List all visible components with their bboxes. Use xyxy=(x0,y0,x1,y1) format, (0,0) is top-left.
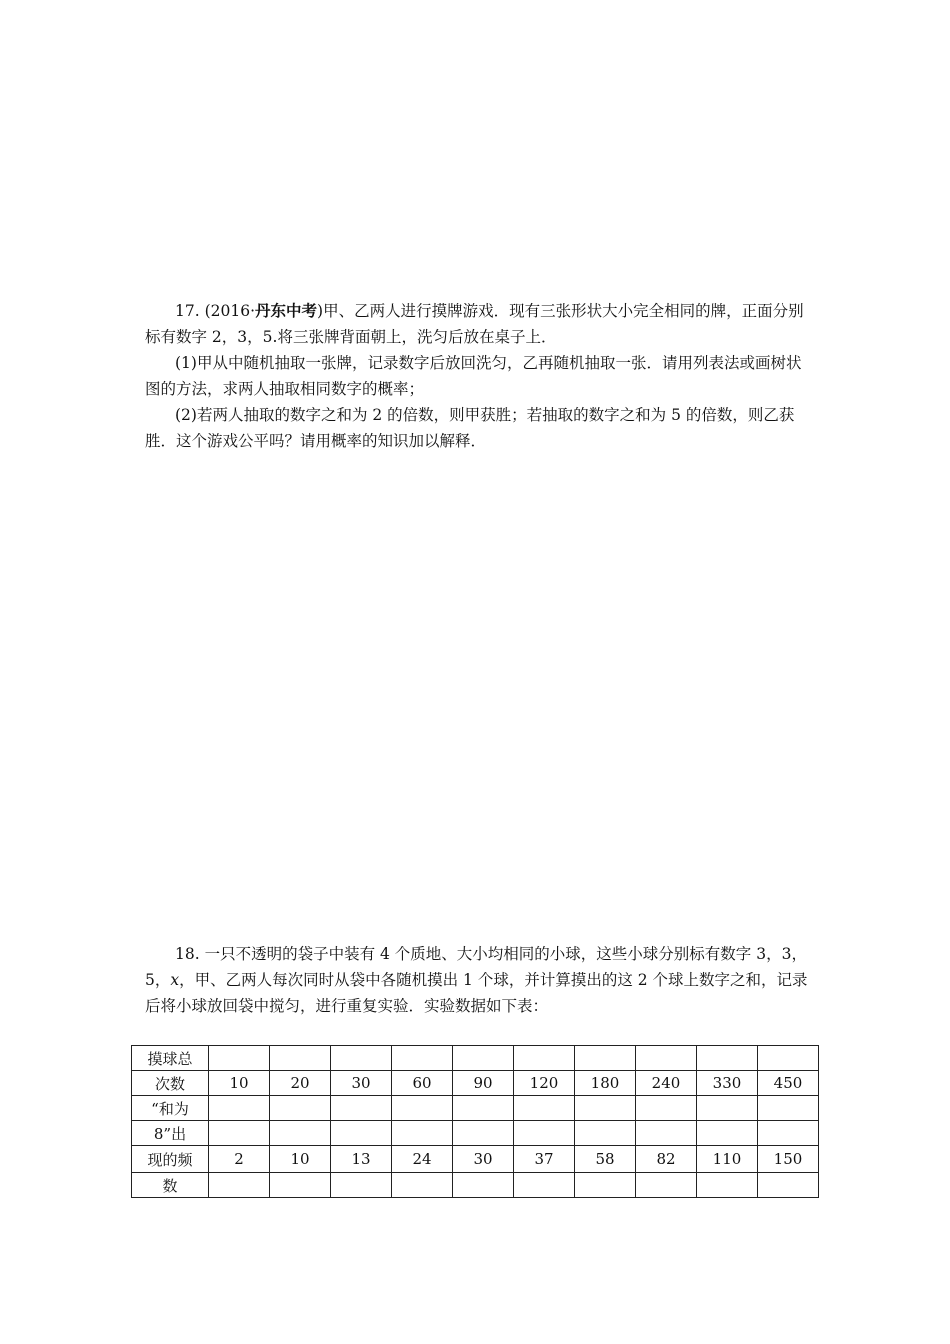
table-cell xyxy=(270,1121,331,1146)
table-cell xyxy=(514,1121,575,1146)
table-cell: 180 xyxy=(575,1071,636,1096)
table-cell xyxy=(453,1096,514,1121)
table-cell xyxy=(575,1121,636,1146)
table-cell xyxy=(636,1121,697,1146)
table-cell xyxy=(636,1096,697,1121)
table-cell: 13 xyxy=(331,1146,392,1173)
table-cell xyxy=(697,1046,758,1071)
table-row xyxy=(132,1096,819,1121)
table-cell xyxy=(270,1046,331,1071)
table-cell xyxy=(392,1096,453,1121)
table-cell xyxy=(392,1046,453,1071)
question-18-stem-part-2: ，甲、乙两人每次同时从袋中各随机摸出 1 个球，并计算摸出的这 2 个球上数字之和，记录后将小球放回袋中搅匀，进行重复实验．实验数据如下表： xyxy=(145,971,808,1015)
table-row xyxy=(132,1146,819,1173)
table-cell: 20 xyxy=(270,1071,331,1096)
row-header: 摸球总 xyxy=(132,1046,209,1071)
table-cell xyxy=(636,1046,697,1071)
table-cell xyxy=(697,1121,758,1146)
table-cell xyxy=(392,1173,453,1198)
table-cell xyxy=(453,1173,514,1198)
question-18-stem xyxy=(145,941,810,1019)
table-cell xyxy=(209,1096,270,1121)
table-cell xyxy=(209,1173,270,1198)
table-cell xyxy=(758,1173,819,1198)
question-17-part-2: (2)若两人抽取的数字之和为 2 的倍数，则甲获胜；若抽取的数字之和为 5 的倍数，则乙获胜．这个游戏公平吗？请用概率的知识加以解释． xyxy=(145,406,795,450)
table-cell: 37 xyxy=(514,1146,575,1173)
table-cell xyxy=(514,1046,575,1071)
table-cell: 110 xyxy=(697,1146,758,1173)
question-17-source: 丹东中考 xyxy=(255,301,318,320)
table-cell: 60 xyxy=(392,1071,453,1096)
table-cell: 120 xyxy=(514,1071,575,1096)
question-17 xyxy=(145,298,810,454)
table-cell: 10 xyxy=(209,1071,270,1096)
table-cell xyxy=(331,1121,392,1146)
table-cell xyxy=(575,1173,636,1198)
row-header: 8”出 xyxy=(132,1121,209,1146)
question-17-part-1: (1)甲从中随机抽取一张牌，记录数字后放回洗匀，乙再随机抽取一张．请用列表法或画树状图的方法，求两人抽取相同数字的概率； xyxy=(145,354,802,398)
table-cell: 240 xyxy=(636,1071,697,1096)
table-cell xyxy=(697,1096,758,1121)
experiment-table xyxy=(131,1045,819,1198)
table-cell xyxy=(331,1046,392,1071)
table-cell xyxy=(575,1046,636,1071)
table-cell xyxy=(392,1121,453,1146)
table-cell xyxy=(453,1046,514,1071)
table-cell: 30 xyxy=(331,1071,392,1096)
question-17-stem-text: )甲、乙两人进行摸牌游戏．现有三张形状大小完全相同的牌，正面分别标有数字 2，3，5.将三张牌背面朝上，洗匀后放在桌子上． xyxy=(145,302,804,346)
table-cell xyxy=(514,1173,575,1198)
row-header: 次数 xyxy=(132,1071,209,1096)
table-cell: 30 xyxy=(453,1146,514,1173)
table-cell xyxy=(270,1096,331,1121)
table-cell xyxy=(636,1173,697,1198)
table-cell xyxy=(575,1096,636,1121)
table-cell: 10 xyxy=(270,1146,331,1173)
row-header: 数 xyxy=(132,1173,209,1198)
table-cell xyxy=(514,1096,575,1121)
table-cell xyxy=(758,1046,819,1071)
question-18-variable: x xyxy=(170,971,180,989)
table-cell: 82 xyxy=(636,1146,697,1173)
question-18-stem-part-1: 18. 一只不透明的袋子中装有 4 个质地、大小均相同的小球，这些小球分别标有数字 3，3，5， xyxy=(145,945,807,989)
table-row xyxy=(132,1046,819,1071)
table-cell: 450 xyxy=(758,1071,819,1096)
table-cell: 90 xyxy=(453,1071,514,1096)
row-header: 现的频 xyxy=(132,1146,209,1173)
question-18 xyxy=(145,941,810,1019)
table-cell xyxy=(758,1121,819,1146)
question-17-stem xyxy=(145,298,810,350)
question-17-number: 17. xyxy=(175,302,205,320)
table-row xyxy=(132,1071,819,1096)
table-cell: 58 xyxy=(575,1146,636,1173)
table-cell xyxy=(331,1173,392,1198)
table-cell xyxy=(453,1121,514,1146)
table-cell: 2 xyxy=(209,1146,270,1173)
table-cell xyxy=(209,1121,270,1146)
table-cell xyxy=(758,1096,819,1121)
table-cell xyxy=(209,1046,270,1071)
table-cell xyxy=(270,1173,331,1198)
table-cell xyxy=(331,1096,392,1121)
table-row xyxy=(132,1121,819,1146)
table-row xyxy=(132,1173,819,1198)
table-cell: 150 xyxy=(758,1146,819,1173)
table-cell xyxy=(697,1173,758,1198)
table-cell: 330 xyxy=(697,1071,758,1096)
row-header: “和为 xyxy=(132,1096,209,1121)
question-17-source-open: (2016· xyxy=(204,302,255,320)
table-cell: 24 xyxy=(392,1146,453,1173)
